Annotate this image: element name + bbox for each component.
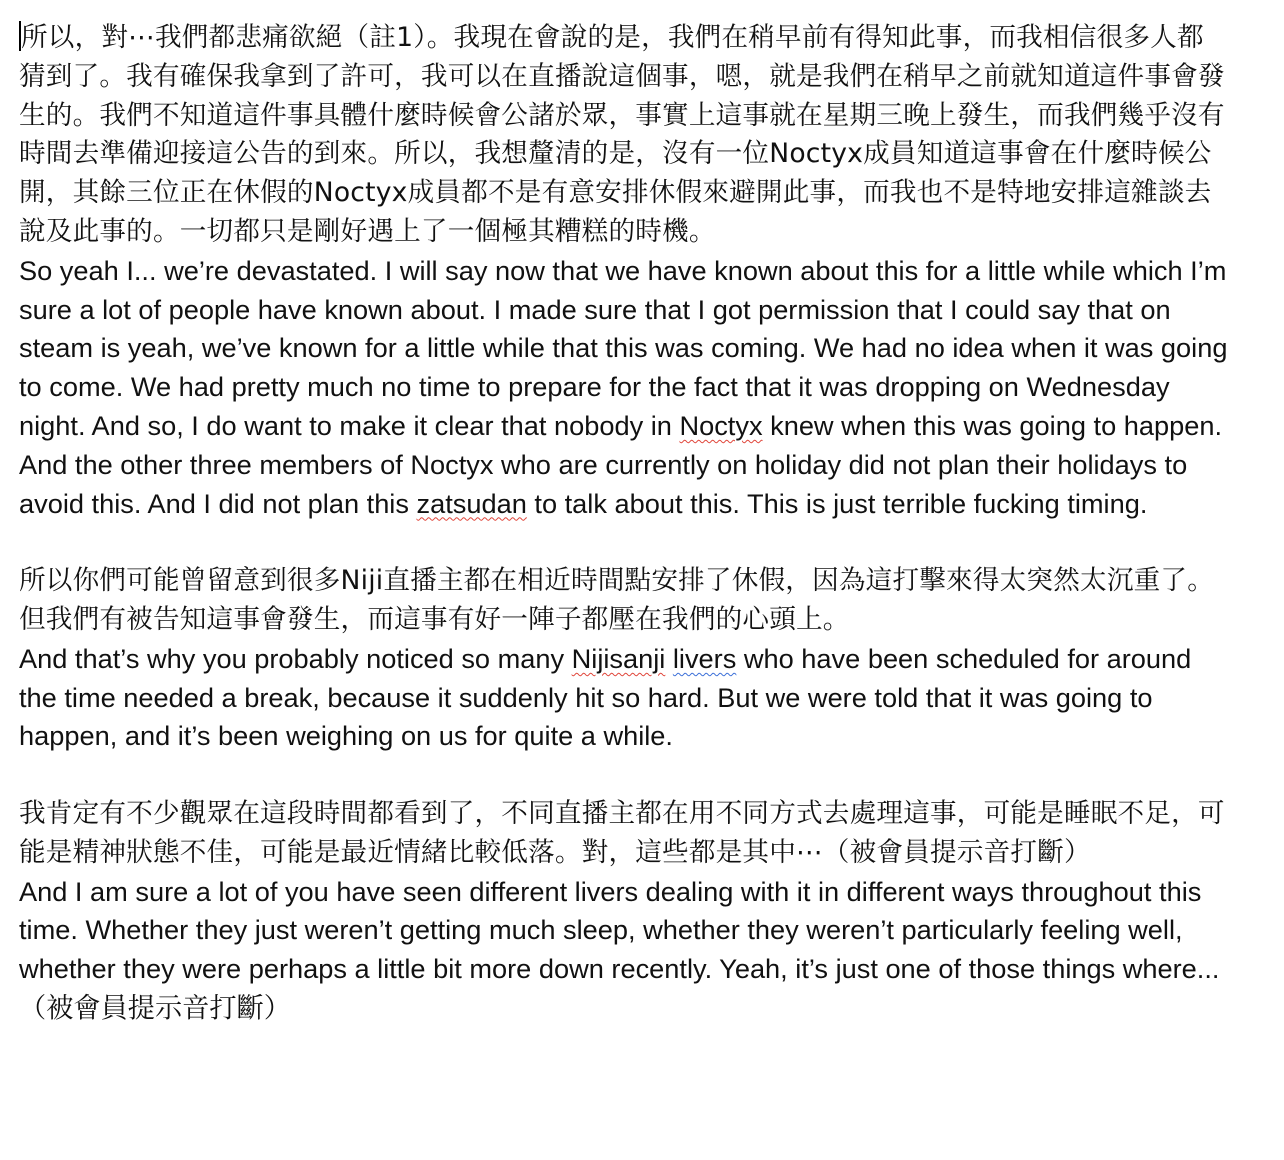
paragraph-3-english: And I am sure a lot of you have seen different livers dealing with it in different ways throughout this time. Whether they just weren’t getting much sleep, whether they weren’t particularly feeling well, whether they were perhaps a little bit more down recently. Yeah, it’s just one of those things where...（被會員提示音打斷） [19, 875, 1220, 1023]
paragraph-1-english-part-a: So yeah I... we’re devastated. I will say now that we have known about this for a little while which I’m sure a lot of people have known about. I made sure that I got permission that I could say that on steam is yeah, we’ve known for a little while that this was coming. We had no idea when it was going to come. We had pretty much no time to prepare for the fact that it was dropping on Wednesday night. And so, I do want to make it clear that nobody in [19, 254, 1228, 441]
blank-line [19, 523, 1229, 562]
paragraph-1-chinese [19, 19, 1229, 252]
spellcheck-flag-zatsudan[interactable]: zatsudan [416, 487, 527, 519]
paragraph-2-english-part-b: who have been scheduled for around the time needed a break, because it suddenly hit so hard. But we were told that it was going to happen, and it’s been weighing on us for quite a while. [19, 642, 1192, 752]
spellcheck-flag-noctyx[interactable]: Noctyx [679, 409, 763, 441]
paragraph-1-chinese-text: 所以，對⋯我們都悲痛欲絕（註1）。我現在會說的是，我們在稍早前有得知此事，而我相信很多人都猜到了。我有確保我拿到了許可，我可以在直播說這個事，嗯，就是我們在稍早之前就知道這件事會發生的。我們不知道這件事具體什麼時候會公諸於眾，事實上這事就在星期三晚上發生，而我們幾乎沒有時間去準備迎接這公告的到來。所以，我想釐清的是，沒有一位Noctyx成員知道這事會在什麼時候公開，其餘三位正在休假的Noctyx成員都不是有意安排休假來避開此事，而我也不是特地安排這雜談去說及此事的。一切都只是剛好遇上了一個極其糟糕的時機。 [19, 22, 1225, 247]
paragraph-2-english [19, 640, 1229, 756]
blank-line [19, 756, 1229, 795]
paragraph-1-english [19, 252, 1229, 524]
paragraph-2-english-space [665, 643, 673, 674]
paragraph-1-english-part-b: knew when this was going to happen. And the other three members of Noctyx who are currently on holiday did not plan their holidays to avoid this. And I did not plan this [19, 409, 1223, 519]
paragraph-2-english-part-a: And that’s why you probably noticed so many [19, 642, 572, 674]
paragraph-1-english-part-c: to talk about this. This is just terrible fucking timing. [526, 487, 1148, 519]
paragraph-2-chinese: 所以你們可能曾留意到很多Niji直播主都在相近時間點安排了休假，因為這打擊來得太突然太沉重了。但我們有被告知這事會發生，而這事有好一陣子都壓在我們的心頭上。 [19, 565, 1214, 635]
paragraph-3-chinese: 我肯定有不少觀眾在這段時間都看到了，不同直播主都在用不同方式去處理這事，可能是睡眠不足，可能是精神狀態不佳，可能是最近情緒比較低落。對，這些都是其中⋯（被會員提示音打斷） [19, 797, 1225, 868]
document-body[interactable] [19, 19, 1229, 1028]
spellcheck-flag-nijisanji[interactable]: Nijisanji [571, 642, 666, 674]
grammar-flag-livers[interactable]: livers [672, 642, 737, 674]
